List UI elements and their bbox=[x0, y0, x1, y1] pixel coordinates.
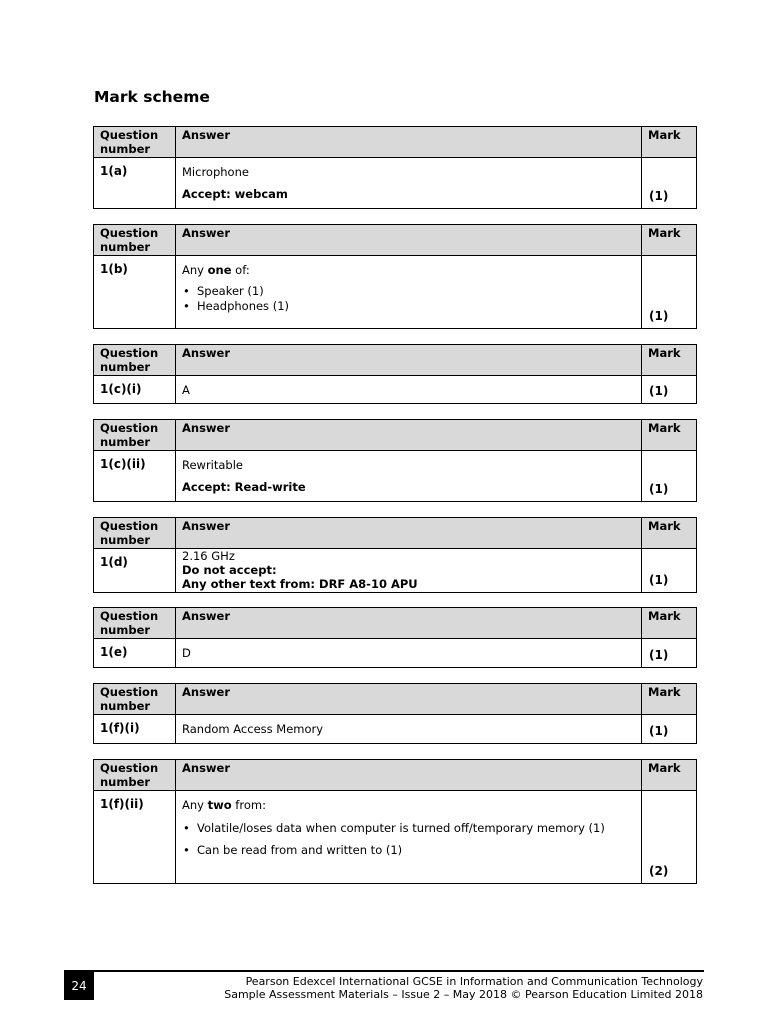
mark-table-1b bbox=[93, 224, 697, 329]
footer-text bbox=[224, 975, 703, 1001]
answer-header: Answer bbox=[176, 345, 642, 376]
question-number: 1(c)(ii) bbox=[94, 451, 176, 502]
mark-header: Mark bbox=[642, 225, 697, 256]
question-number: 1(b) bbox=[94, 256, 176, 329]
mark-header: Mark bbox=[642, 420, 697, 451]
question-number: 1(d) bbox=[94, 549, 176, 593]
page-number: 24 bbox=[64, 972, 94, 1000]
mark-header: Mark bbox=[642, 760, 697, 791]
answer-header: Answer bbox=[176, 608, 642, 639]
mark-table-1d bbox=[93, 517, 697, 593]
question-number: 1(f)(ii) bbox=[94, 791, 176, 884]
list-item: • Speaker (1) bbox=[197, 284, 635, 299]
footer-rule bbox=[64, 970, 704, 972]
mark-cell: (1) bbox=[642, 376, 697, 404]
answer-cell: Any two from: • Volatile/loses data when computer is turned off/temporary memory (1) • Can be read from and written to (1) bbox=[176, 791, 642, 884]
mark-header: Mark bbox=[642, 684, 697, 715]
mark-header: Mark bbox=[642, 608, 697, 639]
question-number-header: Question number bbox=[94, 518, 176, 549]
mark-table-1fii bbox=[93, 759, 697, 884]
mark-cell: (1) bbox=[642, 549, 697, 593]
answer-cell: Random Access Memory bbox=[176, 715, 642, 744]
mark-table-1e bbox=[93, 607, 697, 668]
mark-cell: (2) bbox=[642, 791, 697, 884]
mark-header: Mark bbox=[642, 345, 697, 376]
question-number-header: Question number bbox=[94, 608, 176, 639]
question-number: 1(e) bbox=[94, 639, 176, 668]
question-number-header: Question number bbox=[94, 760, 176, 791]
answer-header: Answer bbox=[176, 225, 642, 256]
answer-header: Answer bbox=[176, 684, 642, 715]
answer-cell: 2.16 GHz Do not accept: Any other text from: DRF A8-10 APU bbox=[176, 549, 642, 593]
answer-cell: Rewritable Accept: Read-write bbox=[176, 451, 642, 502]
mark-cell: (1) bbox=[642, 451, 697, 502]
footer-line-1: Pearson Edexcel International GCSE in Information and Communication Technology bbox=[245, 975, 703, 988]
list-item: • Volatile/loses data when computer is turned off/temporary memory (1) bbox=[197, 821, 635, 836]
mark-cell: (1) bbox=[642, 158, 697, 209]
answer-cell: A bbox=[176, 376, 642, 404]
question-number-header: Question number bbox=[94, 127, 176, 158]
mark-table-1fi bbox=[93, 683, 697, 744]
answer-header: Answer bbox=[176, 127, 642, 158]
list-item: • Headphones (1) bbox=[197, 299, 635, 314]
answer-header: Answer bbox=[176, 420, 642, 451]
answer-cell: Microphone Accept: webcam bbox=[176, 158, 642, 209]
list-item: • Can be read from and written to (1) bbox=[197, 843, 635, 858]
mark-cell: (1) bbox=[642, 715, 697, 744]
question-number: 1(f)(i) bbox=[94, 715, 176, 744]
page-title: Mark scheme bbox=[94, 88, 210, 106]
mark-cell: (1) bbox=[642, 256, 697, 329]
mark-table-1cii bbox=[93, 419, 697, 502]
mark-cell: (1) bbox=[642, 639, 697, 668]
answer-header: Answer bbox=[176, 760, 642, 791]
footer-line-2: Sample Assessment Materials – Issue 2 – May 2018 © Pearson Education Limited 2018 bbox=[224, 988, 703, 1001]
question-number-header: Question number bbox=[94, 420, 176, 451]
answer-cell: Any one of: • Speaker (1) • Headphones (1) bbox=[176, 256, 642, 329]
question-number: 1(a) bbox=[94, 158, 176, 209]
mark-table-1a bbox=[93, 126, 697, 209]
mark-table-1ci bbox=[93, 344, 697, 404]
question-number-header: Question number bbox=[94, 225, 176, 256]
question-number-header: Question number bbox=[94, 684, 176, 715]
question-number-header: Question number bbox=[94, 345, 176, 376]
mark-header: Mark bbox=[642, 518, 697, 549]
mark-header: Mark bbox=[642, 127, 697, 158]
question-number: 1(c)(i) bbox=[94, 376, 176, 404]
answer-header: Answer bbox=[176, 518, 642, 549]
answer-cell: D bbox=[176, 639, 642, 668]
